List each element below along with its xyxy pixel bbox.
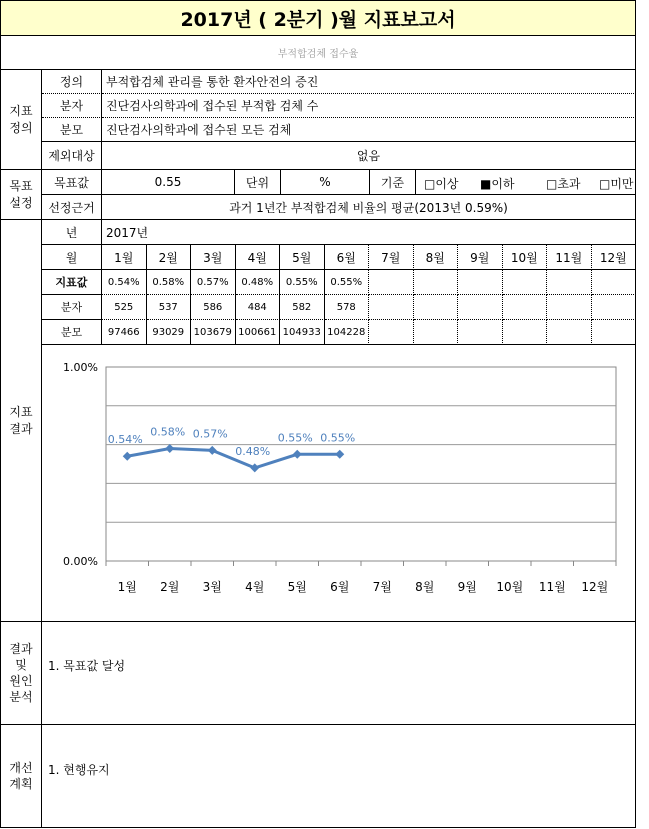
value-cell (503, 270, 548, 295)
denominator-label: 분모 (42, 118, 102, 142)
exclusion-label: 제외대상 (42, 142, 102, 170)
value-cell (458, 270, 503, 295)
numerator-cell (369, 295, 414, 320)
month-cell: 2월 (147, 245, 192, 270)
x-tick-label: 5월 (287, 580, 307, 594)
denominator-cell (414, 320, 459, 345)
y-tick-label: 0.00% (63, 555, 98, 568)
value-cell (547, 270, 592, 295)
numerator-cell (458, 295, 503, 320)
denominator-cell (503, 320, 548, 345)
value-row-label: 지표값 (42, 270, 102, 295)
denominator-cell: 104228 (325, 320, 370, 345)
criterion-options (416, 170, 636, 195)
y-tick-label: 1.00% (63, 361, 98, 374)
data-label: 0.57% (192, 427, 228, 441)
numerator-cell (503, 295, 548, 320)
month-cell: 11월 (547, 245, 592, 270)
target-value-label: 목표값 (42, 170, 102, 195)
target-value: 0.55 (102, 170, 235, 195)
numerator-label: 분자 (42, 94, 102, 118)
basis-label: 선정근거 (42, 195, 102, 220)
x-tick-label: 2월 (160, 580, 180, 594)
plot-area-border (106, 367, 616, 561)
criterion-option-above[interactable]: □이상 (424, 177, 459, 191)
numerator-cell: 484 (236, 295, 281, 320)
value-cell: 0.54% (102, 270, 147, 295)
denominator-cell: 103679 (191, 320, 236, 345)
numerator-cell (547, 295, 592, 320)
numerator-cell: 582 (280, 295, 325, 320)
chart-area (42, 345, 636, 622)
denominator-cell: 100661 (236, 320, 281, 345)
month-cell: 10월 (503, 245, 548, 270)
denominator-value: 진단검사의학과에 접수된 모든 검체 (102, 118, 636, 142)
data-label: 0.48% (235, 444, 271, 458)
month-cell: 9월 (458, 245, 503, 270)
results-section-label: 지표 결과 (0, 220, 42, 622)
numerator-cell: 525 (102, 295, 147, 320)
plan-text: 1. 현행유지 (42, 725, 636, 828)
data-point-marker (335, 450, 344, 459)
value-cell (369, 270, 414, 295)
year-value: 2017년 (102, 220, 636, 245)
numerator-cell: 578 (325, 295, 370, 320)
month-cell: 1월 (102, 245, 147, 270)
x-tick-label: 11월 (538, 580, 566, 594)
x-tick-label: 7월 (372, 580, 392, 594)
denominator-row-label: 분모 (42, 320, 102, 345)
value-cell (414, 270, 459, 295)
denominator-cell (369, 320, 414, 345)
data-label: 0.55% (320, 431, 356, 445)
analysis-text: 1. 목표값 달성 (42, 622, 636, 725)
x-tick-label: 4월 (245, 580, 265, 594)
basis-value: 과거 1년간 부적합검체 비율의 평균(2013년 0.59%) (102, 195, 636, 220)
numerator-cell: 537 (147, 295, 192, 320)
denominator-cell: 93029 (147, 320, 192, 345)
year-label: 년 (42, 220, 102, 245)
x-tick-label: 8월 (415, 580, 435, 594)
x-tick-label: 9월 (457, 580, 477, 594)
month-cell: 5월 (280, 245, 325, 270)
data-point-marker (165, 444, 174, 453)
x-tick-label: 6월 (330, 580, 350, 594)
criterion-label: 기준 (370, 170, 416, 195)
analysis-section-label: 결과 및 원인 분석 (0, 622, 42, 725)
month-cell: 8월 (414, 245, 459, 270)
data-point-marker (293, 450, 302, 459)
criterion-option-under[interactable]: □미만 (599, 177, 634, 191)
value-cell (592, 270, 637, 295)
month-cell: 6월 (325, 245, 370, 270)
value-cell: 0.57% (191, 270, 236, 295)
target-section-label: 목표 설정 (0, 170, 42, 220)
criterion-option-exceed[interactable]: □초과 (546, 177, 581, 191)
plan-section-label: 개선 계획 (0, 725, 42, 828)
criterion-option-below[interactable]: ■이하 (480, 177, 515, 191)
series-line (127, 448, 340, 467)
data-label: 0.58% (150, 425, 186, 439)
unit-label: 단위 (235, 170, 281, 195)
denominator-cell (458, 320, 503, 345)
purpose-value: 부적합검체 관리를 통한 환자안전의 증진 (102, 70, 636, 94)
denominator-cell: 104933 (280, 320, 325, 345)
month-cell: 12월 (592, 245, 637, 270)
data-label: 0.55% (277, 431, 313, 445)
value-cell: 0.55% (280, 270, 325, 295)
indicator-line-chart (42, 345, 634, 621)
month-cell: 3월 (191, 245, 236, 270)
data-label: 0.54% (107, 433, 143, 447)
x-tick-label: 10월 (496, 580, 524, 594)
numerator-cell: 586 (191, 295, 236, 320)
denominator-cell: 97466 (102, 320, 147, 345)
value-cell: 0.55% (325, 270, 370, 295)
data-point-marker (250, 463, 259, 472)
numerator-value: 진단검사의학과에 접수된 부적합 검체 수 (102, 94, 636, 118)
numerator-row-label: 분자 (42, 295, 102, 320)
x-tick-label: 1월 (117, 580, 137, 594)
report-title: 2017년 ( 2분기 )월 지표보고서 (0, 0, 636, 36)
month-cell: 4월 (236, 245, 281, 270)
unit-value: % (281, 170, 370, 195)
value-cell: 0.58% (147, 270, 192, 295)
indicator-name: 부적합검체 접수율 (0, 36, 636, 70)
data-point-marker (208, 446, 217, 455)
denominator-cell (547, 320, 592, 345)
definition-section-label: 지표 정의 (0, 70, 42, 170)
x-tick-label: 3월 (202, 580, 222, 594)
value-cell: 0.48% (236, 270, 281, 295)
numerator-cell (414, 295, 459, 320)
denominator-cell (592, 320, 637, 345)
month-row-label: 월 (42, 245, 102, 270)
exclusion-value: 없음 (102, 142, 636, 170)
x-tick-label: 12월 (581, 580, 609, 594)
month-cell: 7월 (369, 245, 414, 270)
data-point-marker (123, 452, 132, 461)
numerator-cell (592, 295, 637, 320)
purpose-label: 정의 (42, 70, 102, 94)
